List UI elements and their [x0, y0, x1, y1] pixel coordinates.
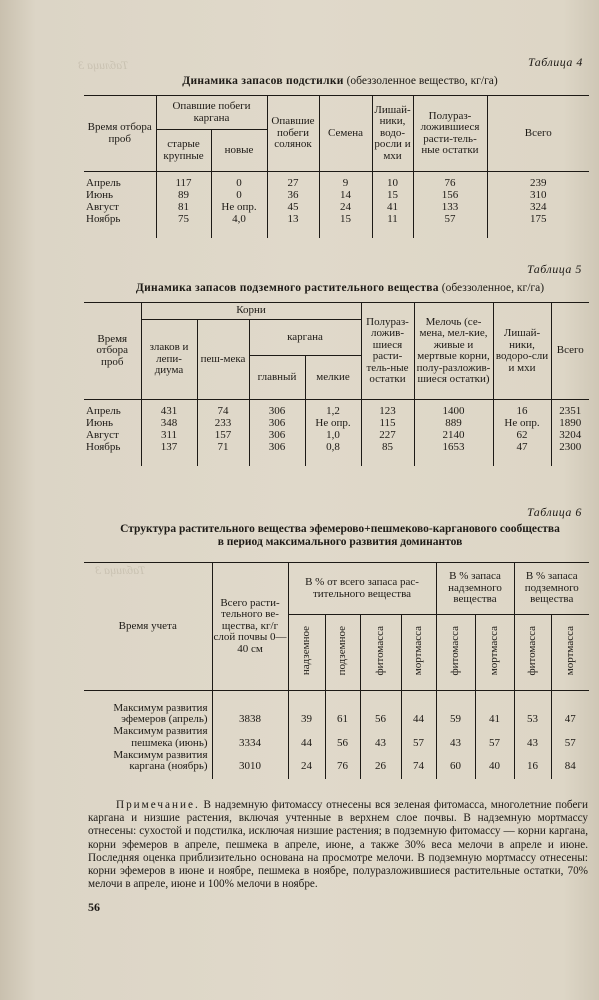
t5-head-total: Всего [551, 303, 589, 400]
page-number: 56 [88, 900, 100, 914]
t5-head-time: Время отбора проб [84, 303, 141, 400]
table-row: Август 311 157 306 1,0 227 2140 62 3204 [84, 430, 589, 442]
t4-head-time: Время отбора проб [84, 96, 156, 172]
t6-head-time: Время учета [84, 563, 212, 691]
table-row: Июнь 89 0 36 14 15 156 310 [84, 190, 589, 202]
table-row: пешмека (июнь) 3334 44 56 43 57 43 57 43 57 [84, 738, 589, 750]
t6-head-phyto: фитомасса [373, 625, 386, 676]
table5 [84, 302, 589, 466]
t6-head-above: надземное [299, 626, 312, 676]
t5-head-peshm: пеш-мека [197, 320, 249, 400]
note-text: В надземную фитомассу отнесены вся зеленая фитомасса, многолетние побеги каргана и низшие растения, включая учтенные в верхнем слое почвы. В надземную мортмассу отнесены: сухостой и подстилка, исключая низшие растения; в подземную фитомассу — корни каргана, корни эфемеров в апреле, пешмека в апреле, июне, а также 30% веса мелочи в апреле и июне. Последняя оценка приблизительно основана на просмотре мелочи. В подземную мортмассу отнесены: корни эфемеров в июне и ноябре, пешмека в ноябре, полуразложившиеся растительные остатки, 70% мелочи в апреле, июне и 100% мелочи в ноябре. [88, 799, 589, 891]
table-row: Июнь 348 233 306 Не опр. 115 889 Не опр. 1890 [84, 418, 589, 430]
t5-head-roots: Корни [141, 303, 361, 320]
t6-head-above-phyto: фитомасса [448, 625, 461, 676]
table-row: каргана (ноябрь) 3010 24 76 26 74 60 40 16 84 [84, 761, 589, 773]
table6 [84, 562, 589, 779]
t4-head-new: новые [211, 130, 267, 172]
table-row: эфемеров (апрель) 3838 39 61 56 44 59 41 53 47 [84, 714, 589, 726]
table-row: Максимум развития [84, 726, 589, 738]
t6-head-below-phyto: фитомасса [525, 625, 538, 676]
t5-head-small: мелкие [305, 356, 361, 400]
t4-head-semi-decayed: Полураз-ложившиеся расти-тель-ные остатки [413, 96, 487, 172]
t6-head-morto: мортмасса [411, 626, 424, 676]
t4-head-fallen-shoots: Опавшие побеги каргана [156, 96, 267, 130]
bleed-through-text: Таблица 3 [78, 58, 129, 72]
table-row: Максимум развития [84, 750, 589, 762]
t6-head-pct-above: В % запаса надземного вещества [436, 563, 514, 615]
table5-label: Таблица 5 [527, 262, 582, 276]
t6-head-pct-below: В % запаса подземного вещества [514, 563, 589, 615]
table-row: Ноябрь 137 71 306 0,8 85 1653 47 2300 [84, 442, 589, 454]
t4-head-seeds: Семена [319, 96, 372, 172]
table-row: Апрель 431 74 306 1,2 123 1400 16 2351 [84, 406, 589, 418]
t5-head-grasses: злаков и лепи-диума [141, 320, 197, 400]
t5-head-main: главный [249, 356, 305, 400]
note-lead: Примечание. [116, 799, 200, 811]
t6-head-pct-total: В % от всего запаса рас-тительного вещества [288, 563, 436, 615]
table4 [84, 95, 589, 238]
t4-head-total: Всего [487, 96, 589, 172]
table-row: Ноябрь 75 4,0 13 15 11 57 175 [84, 214, 589, 226]
t4-head-old-large: старые крупные [156, 130, 211, 172]
t6-head-below: подземное [335, 626, 348, 676]
table5-title: Динамика запасов подземного растительного вещества (обеззоленное, кг/га) [135, 282, 545, 294]
table6-label: Таблица 6 [527, 505, 582, 519]
table4-label: Таблица 4 [528, 55, 583, 69]
bleed-through-text: Таблица 3 [95, 563, 146, 577]
table-row: Максимум развития [84, 703, 589, 715]
table-row: Апрель 117 0 27 9 10 76 239 [84, 178, 589, 190]
t4-head-fallen-solyanka: Опавшие побеги солянок [267, 96, 319, 172]
table-row: Август 81 Не опр. 45 24 41 133 324 [84, 202, 589, 214]
t5-head-fine: Мелочь (се-мена, мел-кие, живые и мертвые корни, полу-разложив-шиеся остатки) [414, 303, 493, 400]
table6-title: Структура растительного вещества эфемерово+пешмеково-карганового сообщества в период максимального развития доминантов [120, 523, 560, 548]
table-note [88, 799, 588, 891]
t5-head-lichens: Лишай-ники, водоро-сли и мхи [493, 303, 551, 400]
t4-head-lichens: Лишай-ники, водо-росли и мхи [372, 96, 413, 172]
t6-head-total: Всего расти-тельного ве-щества, кг/г слой почвы 0—40 см [212, 563, 288, 691]
table4-title: Динамика запасов подстилки (обеззоленное вещество, кг/га) [182, 75, 498, 87]
t6-head-above-morto: мортмасса [487, 626, 500, 676]
t5-head-kargan: каргана [249, 320, 361, 356]
t6-head-below-morto: мортмасса [563, 626, 576, 676]
t5-head-semi: Полураз-ложив-шиеся расти-тель-ные остатки [361, 303, 414, 400]
